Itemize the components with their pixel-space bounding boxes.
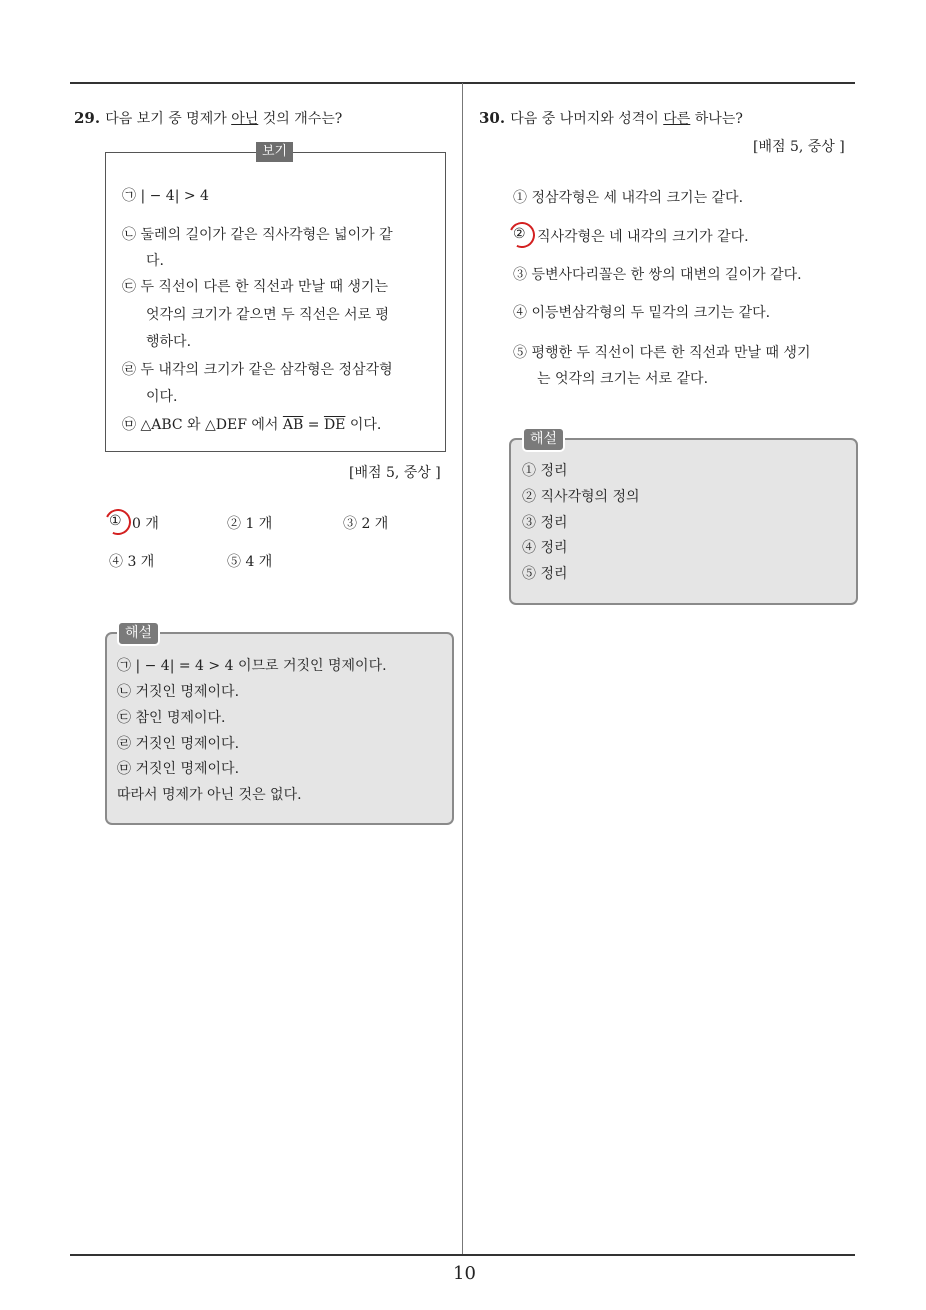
q30-solution-line-4: ④ 정리 (522, 540, 568, 556)
q29-solution-line-5: ㉤ 거짓인 명제이다. (117, 761, 240, 777)
q30-choice-2-label[interactable]: 직사각형은 네 내각의 크기가 같다. (537, 229, 749, 245)
q29-solution-line-3: ㉢ 참인 명제이다. (117, 710, 226, 726)
q30-choice-3[interactable]: ③ 등변사다리꼴은 한 쌍의 대변의 길이가 같다. (513, 267, 802, 283)
q30-choice-2-symbol[interactable]: ② (513, 226, 526, 242)
q29-example-tag: 보기 (256, 142, 293, 162)
q30-solution-line-3: ③ 정리 (522, 515, 568, 531)
q29-item-2-line1: ㉡ 둘레의 길이가 같은 직사각형은 넓이가 같 (122, 227, 393, 243)
q29-item-5 (122, 414, 381, 434)
q30-choice-1[interactable]: ① 정삼각형은 세 내각의 크기는 같다. (513, 190, 744, 206)
q29-score: [배점 5, 중상 ] (349, 465, 441, 481)
q30-header (479, 108, 743, 128)
bottom-rule (70, 1254, 855, 1256)
segment-de: $\overline{DE}$ (323, 417, 346, 433)
q29-header (74, 108, 342, 128)
q29-choice-1-label[interactable]: 0 개 (132, 516, 159, 532)
q29-solution-line-2: ㉡ 거짓인 명제이다. (117, 684, 240, 700)
q29-text-pre: 다음 보기 중 명제가 (105, 111, 232, 127)
q30-solution-line-1: ① 정리 (522, 463, 568, 479)
q29-text-post: 것의 개수는? (258, 111, 343, 127)
q29-item-5-pre: ㉤ △ABC 와 △DEF 에서 (122, 417, 283, 433)
q29-item-5-eq: = (303, 417, 324, 433)
q29-solution-line-4: ㉣ 거짓인 명제이다. (117, 736, 240, 752)
q29-number: 29. (74, 109, 101, 127)
q29-text-underlined: 아닌 (231, 111, 259, 127)
q30-text-post: 하나는? (690, 111, 743, 127)
q29-choice-4[interactable]: ④ 3 개 (109, 554, 155, 570)
segment-ab: $\overline{AB}$ (282, 417, 304, 433)
q29-solution-line-6: 따라서 명제가 아닌 것은 없다. (117, 787, 302, 803)
q29-item-4-line1: ㉣ 두 내각의 크기가 같은 삼각형은 정삼각형 (122, 362, 393, 378)
q29-item-2-line2: 다. (146, 253, 164, 269)
q29-item-4-line2: 이다. (146, 389, 178, 405)
q30-choice-5-line2: 는 엇각의 크기는 서로 같다. (537, 371, 709, 387)
q30-solution-line-2: ② 직사각형의 정의 (522, 489, 640, 505)
q30-choice-5-line1[interactable]: ⑤ 평행한 두 직선이 다른 한 직선과 만날 때 생기 (513, 345, 811, 361)
page-number: 10 (453, 1263, 476, 1284)
q29-item-5-post: 이다. (345, 417, 382, 433)
q30-choice-4[interactable]: ④ 이등변삼각형의 두 밑각의 크기는 같다. (513, 305, 771, 321)
q29-solution-line-1: ㉠ | − 4| = 4 > 4 이므로 거짓인 명제이다. (117, 658, 387, 674)
q30-solution-line-5: ⑤ 정리 (522, 566, 568, 582)
q30-score: [배점 5, 중상 ] (753, 139, 845, 155)
q30-number: 30. (479, 109, 506, 127)
q30-solution-tag: 해설 (522, 427, 565, 452)
q30-text-underlined: 다른 (663, 111, 691, 127)
q29-choice-5[interactable]: ⑤ 4 개 (227, 554, 273, 570)
q29-choice-2[interactable]: ② 1 개 (227, 516, 273, 532)
q29-choice-3[interactable]: ③ 2 개 (343, 516, 389, 532)
q29-solution-tag: 해설 (117, 621, 160, 646)
column-divider (462, 83, 463, 1255)
q29-item-3-line3: 행하다. (146, 334, 192, 350)
q29-choice-1-symbol[interactable]: ① (109, 513, 122, 529)
q29-item-1: ㉠ | − 4| > 4 (122, 188, 209, 204)
q29-item-3-line2: 엇각의 크기가 같으면 두 직선은 서로 평 (146, 307, 390, 323)
q29-item-3-line1: ㉢ 두 직선이 다른 한 직선과 만날 때 생기는 (122, 279, 388, 295)
q30-text-pre: 다음 중 나머지와 성격이 (510, 111, 664, 127)
